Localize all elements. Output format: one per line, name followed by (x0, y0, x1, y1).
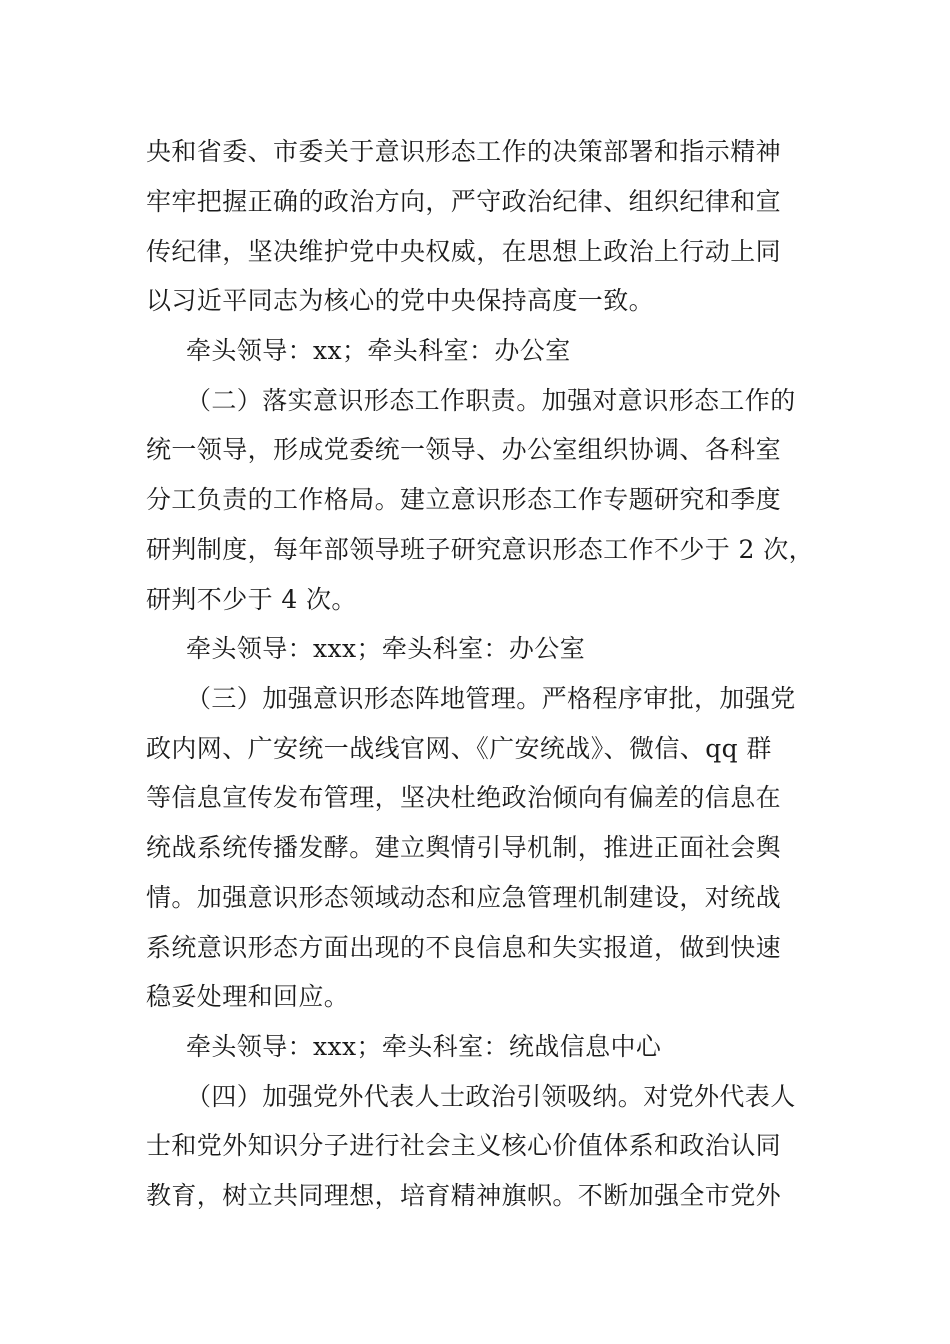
lead-info-line: 牵头领导：xx；牵头科室：办公室 (186, 336, 571, 365)
text-line: 央和省委、市委关于意识形态工作的决策部署和指示精神 (146, 137, 782, 166)
text-line: 情。加强意识形态领域动态和应急管理机制建设，对统战 (146, 883, 782, 912)
text-line: 士和党外知识分子进行社会主义核心价值体系和政治认同 (146, 1131, 782, 1160)
text-line: 政内网、广安统一战线官网、《广安统战》、微信、qq 群 (146, 734, 772, 763)
text-line: 传纪律，坚决维护党中央权威，在思想上政治上行动上同 (146, 237, 782, 266)
text-line: 分工负责的工作格局。建立意识形态工作专题研究和季度 (146, 485, 782, 514)
section-heading-line: （四）加强党外代表人士政治引领吸纳。对党外代表人 (186, 1082, 796, 1111)
text-line: 牢牢把握正确的政治方向，严守政治纪律、组织纪律和宣 (146, 187, 782, 216)
text-line: 教育，树立共同理想，培育精神旗帜。不断加强全市党外 (146, 1181, 782, 1210)
section-heading-line: （三）加强意识形态阵地管理。严格程序审批，加强党 (186, 684, 796, 713)
section-heading-line: （二）落实意识形态工作职责。加强对意识形态工作的 (186, 386, 796, 415)
text-line: 研判制度，每年部领导班子研究意识形态工作不少于 2 次， (146, 535, 815, 564)
text-line: 等信息宣传发布管理，坚决杜绝政治倾向有偏差的信息在 (146, 783, 782, 812)
text-line: 以习近平同志为核心的党中央保持高度一致。 (146, 286, 655, 315)
text-line: 系统意识形态方面出现的不良信息和失实报道，做到快速 (146, 933, 782, 962)
text-line: 稳妥处理和回应。 (146, 982, 350, 1011)
text-line: 统一领导，形成党委统一领导、办公室组织协调、各科室 (146, 435, 782, 464)
lead-info-line: 牵头领导：xxx；牵头科室：办公室 (186, 634, 586, 663)
text-line: 统战系统传播发酵。建立舆情引导机制，推进正面社会舆 (146, 833, 782, 862)
text-line: 研判不少于 4 次。 (146, 585, 357, 614)
lead-info-line: 牵头领导：xxx；牵头科室：统战信息中心 (186, 1032, 662, 1061)
